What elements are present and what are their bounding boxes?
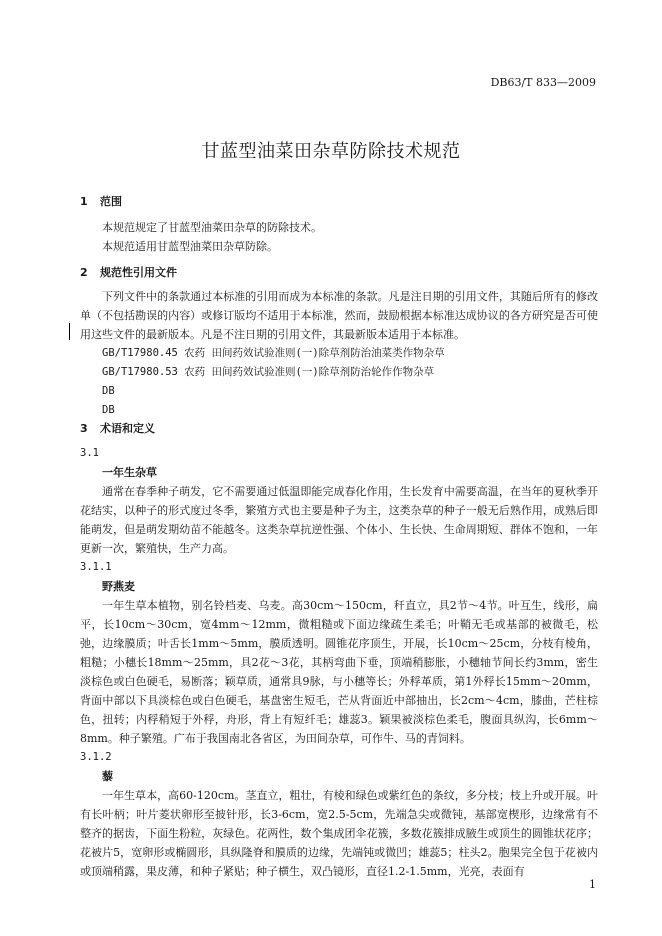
section-number: 3 (80, 422, 88, 435)
section-title: 术语和定义 (100, 422, 155, 435)
definition-text: 一年生草本植物，别名铃档麦、乌麦。高30cm～150cm，秆直立，具2节～4节。叶互生，线形，扁平，长10cm～30cm，宽4mm～12mm，微粗糙或下面边缘疏生柔毛；叶鞘无毛或基部的被微毛，松弛，边缘膜质；叶舌长1mm～5mm，膜质透明。圆锥花序顶生，开展，长10cm～25cm，分枝有棱角，粗糙；小穗长18mm～25mm，具2花～3花，其柄弯曲下垂，顶端稍膨胀，小穗轴节间长约3mm，密生淡棕色或白色硬毛，易断落；颖草质，通常具9脉，与小穗等长；外稃革质，第1外稃长15mm～20mm，背面中部以下具淡棕色或白色硬毛，基盘密生短毛，芒从背面近中部抽出，长2cm～4cm，膝曲，芒柱棕色，扭转；内稃稍短于外稃，舟形，背上有短纤毛；雄蕊3。颖果被淡棕色柔毛，腹面具纵沟，长6mm～8mm。种子繁殖。广布于我国南北各省区，为田间杂草，可作牛、马的青饲料。 (80, 599, 598, 745)
definition-text: 一年生草本，高60-120cm。茎直立，粗壮，有棱和绿色或紫红色的条纹，多分枝；枝上升或开展。叶有长叶柄；叶片菱状卵形至披针形，长3-6cm，宽2.5-5cm，先端急尖或微钝，基部宽楔形，边缘常有不整齐的据齿，下面生粉粒，灰绿色。花两性，数个集成团伞花簇，多数花簇排成腋生或顶生的圆锥状花序；花被片5，宽卵形或椭圆形，具纵隆脊和膜质的边缘，先端钝或微凹；雄蕊5；柱头2。胞果完全包于花被内或顶端稍露，果皮薄，和种子紧贴；种子横生，双凸镜形，直径1.2-1.5mm，光亮，表面有 (80, 789, 598, 878)
section-number: 1 (80, 195, 88, 208)
term-heading: 藜 (102, 770, 113, 783)
clause-number: 3.1.1 (80, 561, 112, 573)
reference-item: GB/T17980.45 农药 田间药效试验准则(一)除草剂防治油菜类作物杂草 (102, 347, 445, 359)
revision-bar (69, 323, 70, 340)
section-2-heading (80, 264, 177, 280)
section-3-body (80, 444, 598, 881)
document-code: DB63/T 833—2009 (490, 76, 596, 89)
document-title: 甘蓝型油菜田杂草防除技术规范 (201, 141, 461, 162)
term-heading: 野燕麦 (102, 580, 135, 593)
section-number: 2 (80, 266, 88, 279)
section-1-body (80, 218, 598, 256)
section-1-heading (80, 193, 122, 209)
section-3-heading (80, 420, 155, 436)
section-2-body (80, 287, 598, 420)
section-title: 规范性引用文件 (100, 266, 177, 279)
reference-item: DB (102, 404, 115, 416)
paragraph: 本规范规定了甘蓝型油菜田杂草的防除技术。 (102, 221, 322, 234)
term-heading: 一年生杂草 (102, 466, 157, 479)
reference-item: GB/T17980.53 农药 田间药效试验准则(一)除草剂防治轮作作物杂草 (102, 366, 435, 378)
clause-number: 3.1 (80, 447, 99, 459)
page-number: 1 (589, 878, 596, 891)
paragraph: 本规范适用甘蓝型油菜田杂草防除。 (102, 240, 278, 253)
definition-text: 通常在春季种子萌发，它不需要通过低温即能完成春化作用，生长发育中需要高温，在当年的夏秋季开花结实，以种子的形式度过冬季，繁殖方式也主要是种子为主，这类杂草的种子一般无后熟作用，成熟后即能萌发，但是萌发期幼苗不能越冬。这类杂草抗逆性强、个体小、生长快、生命周期短、群体不饱和，一年更新一次，繁殖快，生产力高。 (80, 485, 598, 555)
section-title: 范围 (100, 195, 122, 208)
paragraph: 下列文件中的条款通过本标准的引用而成为本标准的条款。凡是注日期的引用文件，其随后所有的修改单（不包括勘误的内容）或修订版均不适用于本标准，然而，鼓励根据本标准达成协议的各方研究是否可使用这些文件的最新版本。凡是不注日期的引用文件，其最新版本适用于本标准。 (80, 290, 598, 341)
clause-number: 3.1.2 (80, 751, 112, 763)
reference-item: DB (102, 385, 115, 397)
